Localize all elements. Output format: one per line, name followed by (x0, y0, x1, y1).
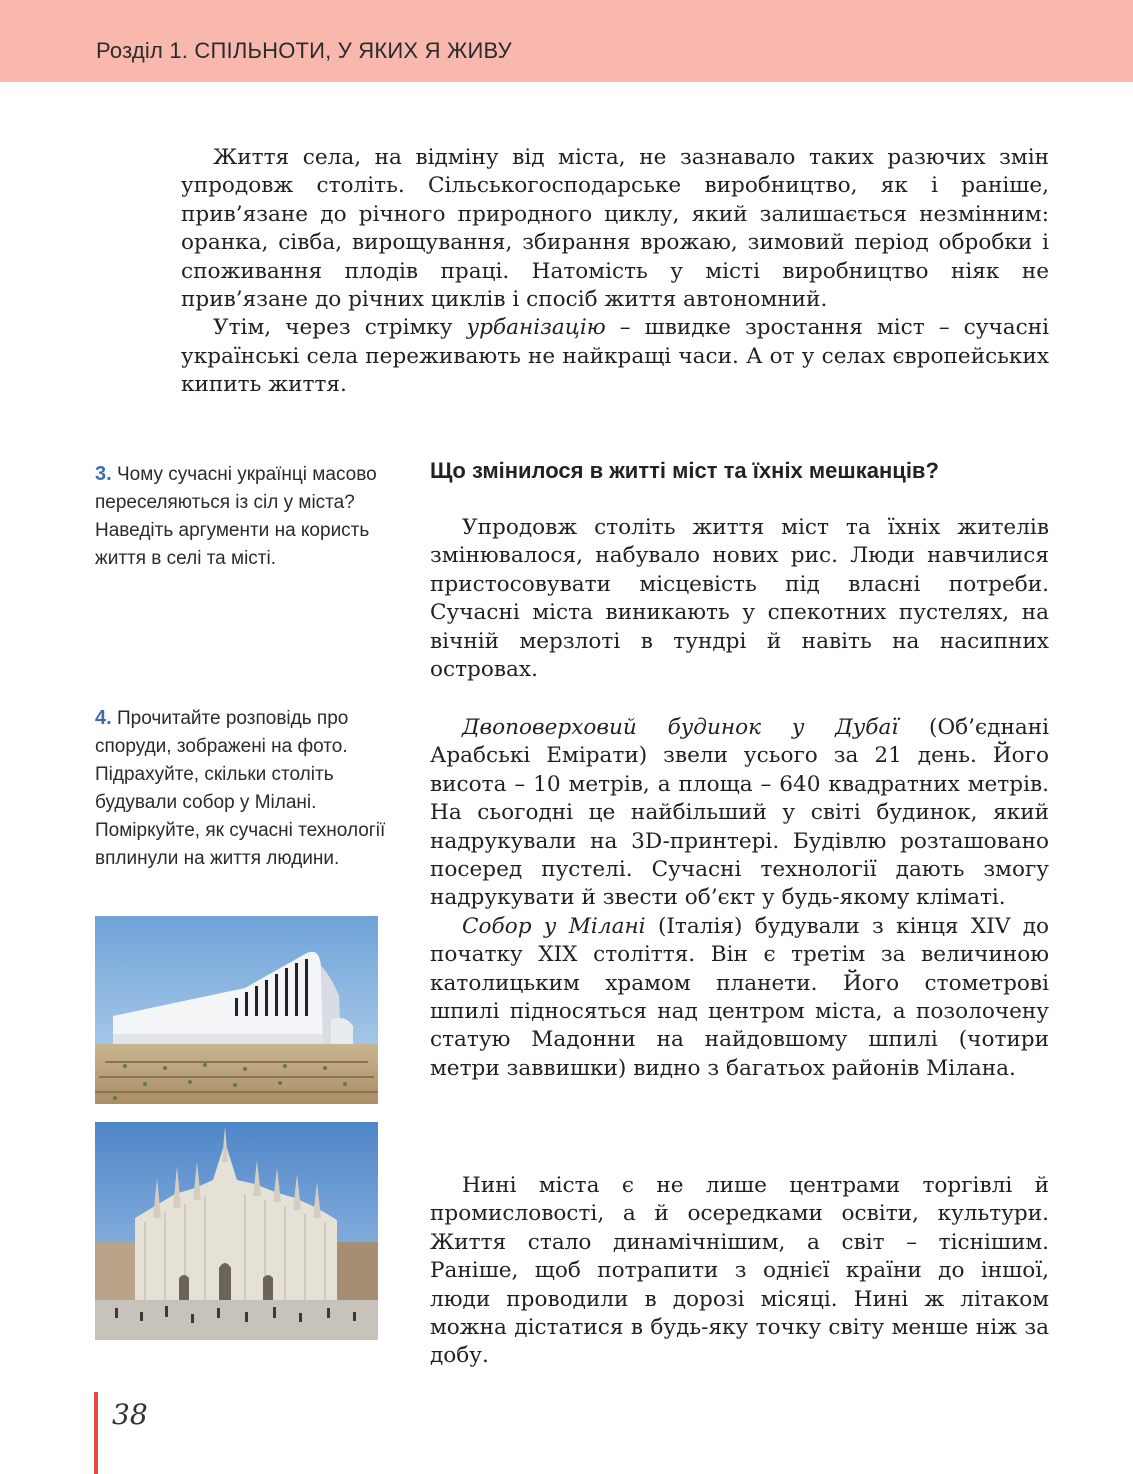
page-number: 38 (112, 1398, 148, 1431)
term-milan-cathedral: Собор у Мілані (462, 913, 646, 939)
section-paragraph-4: Нині міста є не лише центрами торгівлі й промисловості, а й осередками освіти, культури. Життя стало динамічнішим, а світ – тіснішим. Раніше, щоб потрапити з однієї країни до іншої, люди проводили в дорозі місяці. Нині ж літаком можна дістатися в будь-яку точку світу менше ніж за добу. (430, 1173, 1049, 1369)
section-heading: Що змінилося в житті міст та їхніх мешканців? (430, 458, 939, 483)
task-4 (95, 704, 395, 873)
chapter-title: Розділ 1. СПІЛЬНОТИ, У ЯКИХ Я ЖИВУ (96, 38, 512, 63)
milan-cathedral-illustration (95, 1122, 378, 1340)
term-dubai-house: Двоповерховий будинок у Дубаї (462, 715, 899, 740)
intro-p2-start: Утім, через стрімку (213, 315, 467, 341)
milan-cathedral-text: (Італія) будували з кінця XIV до початку XIX століття. Він є третім за величиною католицьким храмом планети. Його стометрові шпилі підносяться над центром міста, а позолочену статую Мадонни на найдовшому шпилі (чотири метри заввишки) видно з багатьох районів Мілана. (430, 913, 1049, 1081)
intro-paragraph-2 (181, 314, 1049, 399)
section-paragraph-4-block (430, 1172, 1049, 1371)
section-paragraph-2 (430, 714, 1049, 913)
intro-text (181, 144, 1049, 400)
page-number-bar (94, 1392, 98, 1474)
dubai-building-illustration (95, 916, 378, 1104)
section-paragraph-1: Упродовж століть життя міст та їхніх жителів змінювалося, набувало нових рис. Люди навчилися пристосовувати місцевість під власні потреби. Сучасні міста виникають у спекотних пустелях, на вічній мерзлоті в тундрі й навіть на насипних островах. (430, 515, 1049, 683)
task-3-text: Чому сучасні українці масово переселяються із сіл у міста? Наведіть аргументи на користь життя в селі та місті. (95, 464, 377, 569)
photo-milan-cathedral (95, 1122, 378, 1340)
task-3-number: 3. (95, 463, 112, 485)
term-urbanization: урбанізацію (466, 315, 606, 341)
photo-dubai-3d-printed-building (95, 916, 378, 1104)
intro-paragraph-1: Життя села, на відміну від міста, не зазнавало таких разючих змін упродовж століть. Сільськогосподарське виробництво, як і раніше, прив’язане до річного природного циклу, який залишається незмінним: оранка, сівба, вирощування, збирання врожаю, зимовий період обробки і споживання плодів праці. Натомість у місті виробництво ніяк не прив’язане до річних циклів і спосіб життя автономний. (181, 145, 1049, 313)
task-3 (95, 460, 385, 573)
dubai-house-text: (Об’єднані Арабські Емірати) звели усього за 21 день. Його висота – 10 метрів, а площа – 640 квадратних метрів. На сьогодні це найбільший у світі будинок, який надрукували на 3D-принтері. Будівлю розташовано посеред пустелі. Сучасні технології дають змогу надрукувати й звести об’єкт у будь-якому кліматі. (430, 715, 1050, 911)
chapter-header (0, 0, 1133, 82)
intro-p2-end: – швидке зростання міст – сучасні українські села переживають не найкращі часи. А от у селах європейських кипить життя. (181, 315, 1049, 398)
section-paragraph-3 (430, 913, 1049, 1083)
task-4-text: Прочитайте розповідь про споруди, зображені на фото. Підрахуйте, скільки століть будували собор у Мілані. Поміркуйте, як сучасні технології вплинули на життя людини. (95, 708, 386, 869)
task-4-number: 4. (95, 707, 112, 729)
section-paragraph-1-block (430, 514, 1049, 684)
section-paragraph-2-block (430, 714, 1049, 1083)
